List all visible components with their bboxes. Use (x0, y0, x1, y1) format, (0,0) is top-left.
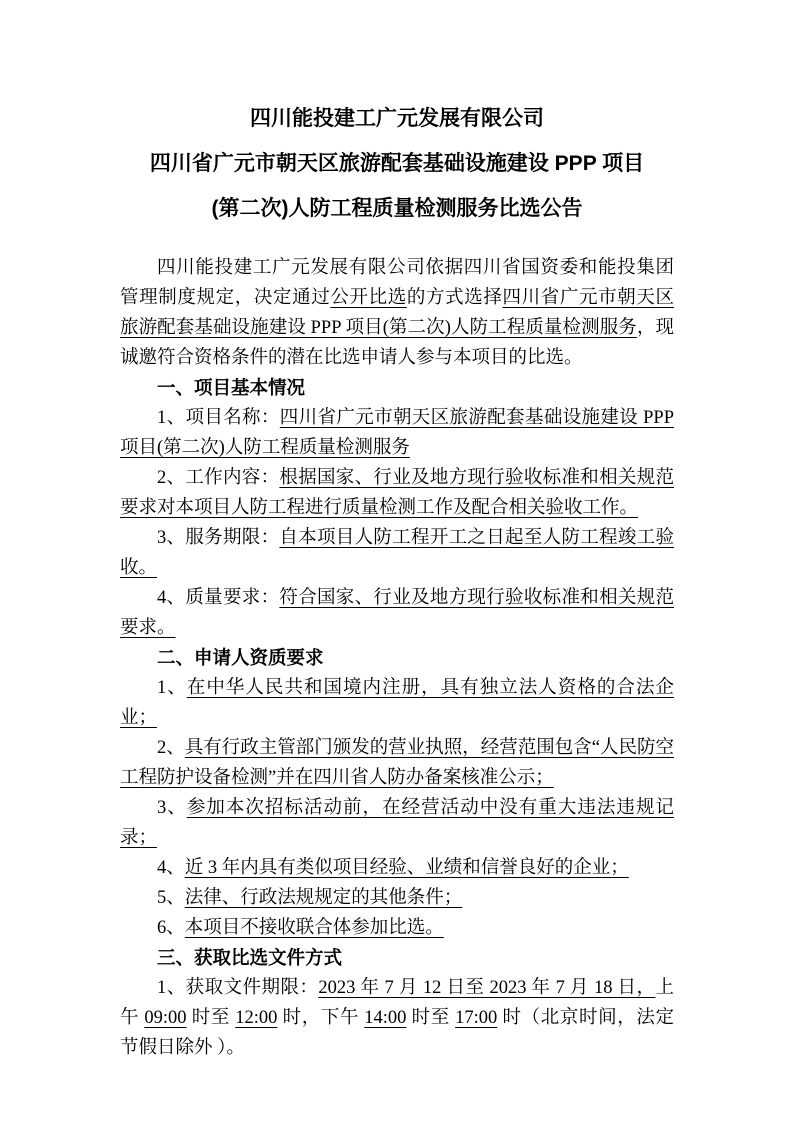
text-run: 四川能投建工广元发展有限公司依据四川省国资委和能投集团管理制度规定，决定通过 (120, 258, 674, 308)
paragraph (120, 853, 674, 883)
underlined-text-run: 参加本次招标活动前，在经营活动中没有重大违法违规记录； (120, 798, 674, 848)
underlined-text-run: 四川省广元市朝天区旅游配套基础设施建设 PPP 项目(第二次)人防工程质量检测服务 (120, 408, 674, 458)
underlined-text-run: 根据国家、行业及地方现行验收标准和相关规范要求对本项目人防工程进行质量检测工作及配合相关验收工作。 (120, 468, 674, 518)
underlined-text-run: 本项目不接收联合体参加比选。 (184, 918, 444, 938)
text-run: 一、项目基本情况 (157, 377, 306, 398)
text-run: 3、 (157, 798, 187, 818)
underlined-text-run: 符合国家、行业及地方现行验收标准和相关规范要求。 (120, 588, 674, 638)
paragraph (120, 673, 674, 733)
document-title (120, 96, 674, 231)
title-line-project: 四川省广元市朝天区旅游配套基础设施建设 PPP 项目 (149, 152, 645, 175)
title-line-company: 四川能投建工广元发展有限公司 (250, 107, 544, 130)
text-run: 2、工作内容： (157, 468, 280, 488)
section-heading (120, 643, 674, 673)
text-run: 时，下午 (277, 1008, 365, 1028)
paragraph (120, 793, 674, 853)
text-run: 上午 (120, 978, 674, 1028)
text-run: 1、项目名称： (157, 408, 280, 428)
text-run: 6、 (157, 918, 185, 938)
paragraph (120, 583, 674, 643)
document-body (120, 253, 674, 1063)
section-heading (120, 373, 674, 403)
underlined-text-run: 17:00 (455, 1008, 498, 1028)
underlined-text-run: 2023 年 7 月 12 日至 2023 年 7 月 18 日， (318, 978, 656, 998)
text-run: 时（北京时间，法定节假日除外 ）。 (120, 1008, 674, 1058)
text-run: 二、申请人资质要求 (157, 647, 324, 668)
underlined-text-run: 在中华人民共和国境内注册，具有独立法人资格的合法企业； (120, 678, 674, 728)
paragraph (120, 913, 674, 943)
paragraph (120, 523, 674, 583)
underlined-text-run: 法律、行政法规规定的其他条件； (184, 888, 463, 908)
underlined-text-run: 近 3 年内具有类似项目经验、业绩和信誉良好的企业； (184, 858, 629, 878)
text-run: 时至 (406, 1008, 456, 1028)
section-heading (120, 943, 674, 973)
text-run: ，现诚邀符合资格条件的潜在比选申请人参与本项目的比选。 (120, 318, 674, 368)
text-run: 3、服务期限： (157, 528, 280, 548)
paragraph (120, 403, 674, 463)
text-run: 4、 (157, 858, 185, 878)
text-run: 三、获取比选文件方式 (157, 947, 343, 968)
underlined-text-run: 公开比选 (330, 288, 407, 308)
text-run: 的方式选择 (406, 288, 503, 308)
paragraph (120, 733, 674, 793)
underlined-text-run: 09:00 (144, 1008, 187, 1028)
paragraph (120, 883, 674, 913)
underlined-text-run: 14:00 (364, 1008, 407, 1028)
text-run: 时至 (186, 1008, 236, 1028)
underlined-text-run: 12:00 (235, 1008, 278, 1028)
paragraph (120, 253, 674, 373)
underlined-text-run: 自本项目人防工程开工之日起至人防工程竣工验收。 (120, 528, 674, 578)
text-run: 1、 (157, 678, 187, 698)
text-run: 2、 (157, 738, 185, 758)
paragraph (120, 463, 674, 523)
paragraph (120, 973, 674, 1063)
text-run: 4、质量要求： (157, 588, 280, 608)
text-run: 5、 (157, 888, 185, 908)
underlined-text-run: 具有行政主管部门颁发的营业执照，经营范围包含“人民防空工程防护设备检测”并在四川省人防办备案核准公示； (120, 738, 674, 788)
underlined-text-run: 四川省广元市朝天区旅游配套基础设施建设 PPP 项目(第二次)人防工程质量检测服务 (120, 288, 674, 338)
text-run: 1、获取文件期限： (157, 978, 319, 998)
title-line-announcement: (第二次)人防工程质量检测服务比选公告 (211, 197, 583, 220)
